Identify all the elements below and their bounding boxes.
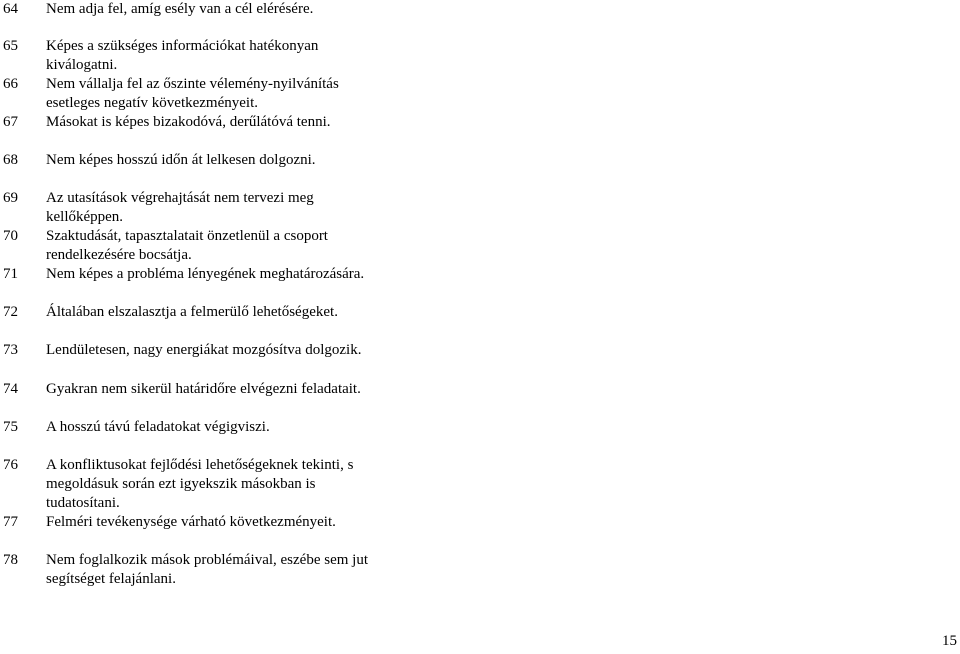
item-number: 65 [3,38,18,54]
item-number: 66 [3,76,18,92]
item-number: 76 [3,457,18,473]
item-text: Gyakran nem sikerül határidőre elvégezni feladatait. [46,381,361,397]
item-text: Felméri tevékenysége várható következményeit. [46,514,336,530]
item-number: 78 [3,552,18,568]
item-number: 73 [3,342,18,358]
item-number: 72 [3,304,18,320]
item-text: A hosszú távú feladatokat végigviszi. [46,419,270,435]
item-text: Lendületesen, nagy energiákat mozgósítva dolgozik. [46,342,362,358]
item-number: 77 [3,514,18,530]
item-text: Nem vállalja fel az őszinte vélemény-nyilvánítás esetleges negatív következményeit. [46,76,339,111]
item-text: Képes a szükséges információkat hatékonyan kiválogatni. [46,38,319,73]
item-number: 64 [3,1,18,17]
item-number: 75 [3,419,18,435]
item-number: 68 [3,152,18,168]
item-text: A konfliktusokat fejlődési lehetőségeknek tekinti, s megoldásuk során ezt igyekszik másokban is tudatosítani. [46,457,354,511]
item-text: Nem képes a probléma lényegének meghatározására. [46,266,365,282]
item-text: Másokat is képes bizakodóvá, derűlátóvá tenni. [46,114,331,130]
page-number: 15 [942,633,957,649]
item-text: Nem foglalkozik mások problémáival, eszébe sem jut segítséget felajánlani. [46,552,368,587]
item-number: 71 [3,266,18,282]
item-number: 69 [3,190,18,206]
item-text: Szaktudását, tapasztalatait önzetlenül a csoport rendelkezésére bocsátja. [46,228,328,263]
item-text: Nem adja fel, amíg esély van a cél elérésére. [46,1,314,17]
item-text: Nem képes hosszú időn át lelkesen dolgozni. [46,152,316,168]
item-text: Az utasítások végrehajtását nem tervezi meg kellőképpen. [46,190,314,225]
item-number: 74 [3,381,18,397]
item-text: Általában elszalasztja a felmerülő lehetőségeket. [46,304,338,320]
item-number: 70 [3,228,18,244]
item-number: 67 [3,114,18,130]
